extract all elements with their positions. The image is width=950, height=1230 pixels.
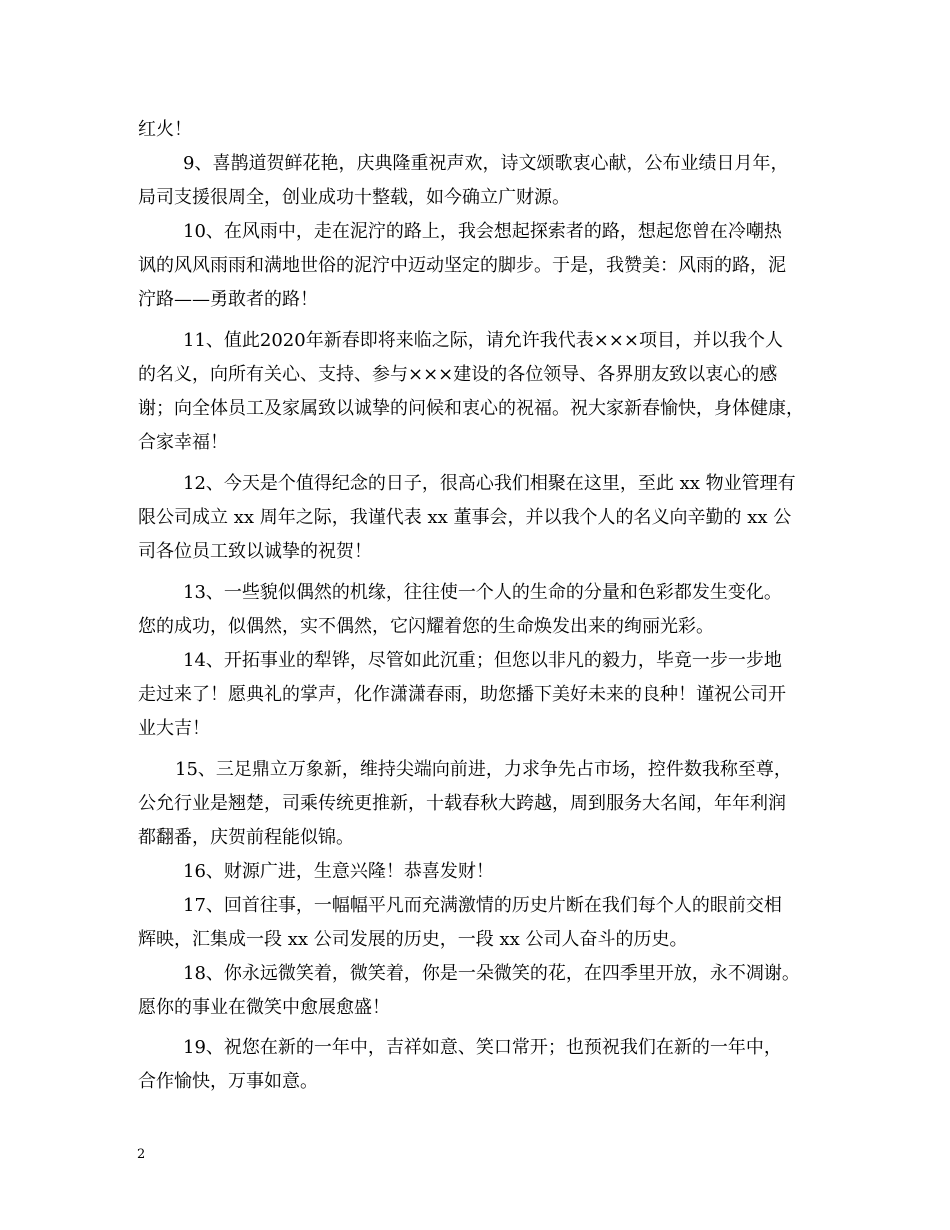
text-line: 公允行业是翘楚，司乘传统更推新，十载春秋大跨越，周到服务大名闻，年年利润 xyxy=(138,793,786,814)
paragraph-15-line: 15、三足鼎立万象新，维持尖端向前进，力求争先占市场，控件数我称至尊， xyxy=(175,759,792,780)
paragraph-14-line: 14、开拓事业的犁铧，尽管如此沉重；但您以非凡的毅力，毕竟一步一步地 xyxy=(183,650,782,671)
paragraph-16-line: 16、财源广进，生意兴隆！恭喜发财！ xyxy=(183,861,494,882)
text-line: 局司支援很周全，创业成功十整载，如今确立广财源。 xyxy=(138,187,570,208)
paragraph-18-line: 18、你永远微笑着，微笑着，你是一朵微笑的花，在四季里开放，永不凋谢。 xyxy=(183,963,800,984)
text-line: 讽的风风雨雨和满地世俗的泥泞中迈动坚定的脚步。于是，我赞美：风雨的路，泥 xyxy=(138,255,786,276)
paragraph-17-line: 17、回首往事，一幅幅平凡而充满激情的历史片断在我们每个人的眼前交相 xyxy=(183,895,782,916)
text-line: 都翻番，庆贺前程能似锦。 xyxy=(138,827,354,848)
paragraph-12-line: 12、今天是个值得纪念的日子，很高心我们相聚在这里，至此 xx 物业管理有 xyxy=(183,473,796,494)
paragraph-11-line: 11、值此2020年新春即将来临之际，请允许我代表×××项目，并以我个人 xyxy=(183,330,783,351)
paragraph-10-line: 10、在风雨中，走在泥泞的路上，我会想起探索者的路，想起您曾在冷嘲热 xyxy=(183,221,782,242)
text-line: 司各位员工致以诚挚的祝贺！ xyxy=(138,541,372,562)
text-line: 的名义，向所有关心、支持、参与×××建设的各位领导、各界朋友致以衷心的感 xyxy=(138,364,778,385)
text-line: 红火！ xyxy=(138,119,192,140)
text-line: 走过来了！愿典礼的掌声，化作潇潇春雨，助您播下美好未来的良种！谨祝公司开 xyxy=(138,684,786,705)
page-number: 2 xyxy=(137,1147,146,1162)
text-line: 辉映，汇集成一段 xx 公司发展的历史，一段 xx 公司人奋斗的历史。 xyxy=(138,929,688,950)
paragraph-19-line: 19、祝您在新的一年中，吉祥如意、笑口常开；也预祝我们在新的一年中， xyxy=(183,1037,782,1058)
text-line: 您的成功，似偶然，实不偶然，它闪耀着您的生命焕发出来的绚丽光彩。 xyxy=(138,616,714,637)
text-line: 愿你的事业在微笑中愈展愈盛！ xyxy=(138,997,390,1018)
paragraph-9-line: 9、喜鹊道贺鲜花艳，庆典隆重祝声欢，诗文颂歌衷心献，公布业绩日月年， xyxy=(183,153,789,174)
text-line: 业大吉！ xyxy=(138,718,210,739)
paragraph-13-line: 13、一些貌似偶然的机缘，往往使一个人的生命的分量和色彩都发生变化。 xyxy=(183,582,782,603)
text-line: 泞路——勇敢者的路！ xyxy=(138,289,318,310)
text-line: 谢；向全体员工及家属致以诚挚的问候和衷心的祝福。祝大家新春愉快，身体健康， xyxy=(138,398,804,419)
text-line: 合家幸福！ xyxy=(138,432,228,453)
text-line: 限公司成立 xx 周年之际，我谨代表 xx 董事会，并以我个人的名义向辛勤的 xx 公 xyxy=(138,507,792,528)
text-line: 合作愉快，万事如意。 xyxy=(138,1071,318,1092)
